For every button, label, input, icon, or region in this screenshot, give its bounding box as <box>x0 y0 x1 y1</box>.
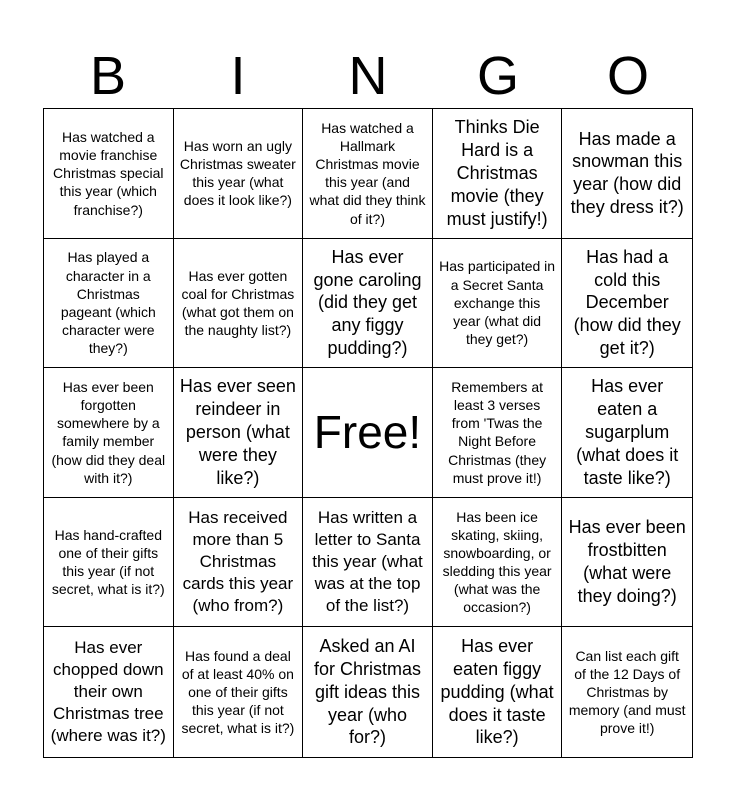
bingo-cell[interactable]: Has made a snowman this year (how did they dress it?) <box>562 109 692 239</box>
bingo-cell[interactable]: Has ever gone caroling (did they get any figgy pudding?) <box>303 239 433 369</box>
bingo-cell[interactable]: Has written a letter to Santa this year (what was at the top of the list?) <box>303 498 433 628</box>
header-letter-b: B <box>89 46 127 106</box>
bingo-cell[interactable]: Has worn an ugly Christmas sweater this year (what does it look like?) <box>174 109 304 239</box>
header-letter-i: I <box>230 46 246 106</box>
bingo-cell[interactable]: Has hand-crafted one of their gifts this year (if not secret, what is it?) <box>44 498 174 628</box>
bingo-cell[interactable]: Has ever eaten figgy pudding (what does it taste like?) <box>433 627 563 757</box>
header-letter-o: O <box>606 46 649 106</box>
bingo-header <box>43 44 693 108</box>
bingo-cell[interactable]: Has ever eaten a sugarplum (what does it taste like?) <box>562 368 692 498</box>
bingo-cell[interactable]: Has been ice skating, skiing, snowboarding, or sledding this year (what was the occasion?) <box>433 498 563 628</box>
bingo-cell[interactable]: Has ever gotten coal for Christmas (what got them on the naughty list?) <box>174 239 304 369</box>
bingo-cell[interactable]: Has played a character in a Christmas pageant (which character were they?) <box>44 239 174 369</box>
bingo-cell[interactable]: Has ever seen reindeer in person (what were they like?) <box>174 368 304 498</box>
bingo-cell[interactable]: Asked an AI for Christmas gift ideas this year (who for?) <box>303 627 433 757</box>
bingo-cell[interactable]: Remembers at least 3 verses from 'Twas the Night Before Christmas (they must prove it!) <box>433 368 563 498</box>
bingo-cell[interactable]: Thinks Die Hard is a Christmas movie (they must justify!) <box>433 109 563 239</box>
bingo-cell[interactable]: Has participated in a Secret Santa exchange this year (what did they get?) <box>433 239 563 369</box>
bingo-cell[interactable]: Has ever been frostbitten (what were they doing?) <box>562 498 692 628</box>
bingo-cell[interactable]: Has ever chopped down their own Christmas tree (where was it?) <box>44 627 174 757</box>
bingo-cell[interactable]: Has found a deal of at least 40% on one of their gifts this year (if not secret, what is it?) <box>174 627 304 757</box>
bingo-cell[interactable]: Has watched a Hallmark Christmas movie this year (and what did they think of it?) <box>303 109 433 239</box>
bingo-cell[interactable]: Has received more than 5 Christmas cards this year (who from?) <box>174 498 304 628</box>
bingo-cell[interactable]: Has ever been forgotten somewhere by a family member (how did they deal with it?) <box>44 368 174 498</box>
bingo-cell[interactable]: Can list each gift of the 12 Days of Christmas by memory (and must prove it!) <box>568 647 686 737</box>
header-letter-n: N <box>348 46 388 106</box>
bingo-cell[interactable]: Has watched a movie franchise Christmas special this year (which franchise?) <box>44 109 174 239</box>
header-letter-g: G <box>476 46 519 106</box>
bingo-cell[interactable]: Has had a cold this December (how did they get it?) <box>562 239 692 369</box>
bingo-grid <box>43 108 693 758</box>
free-space-cell[interactable]: Free! <box>303 368 433 498</box>
